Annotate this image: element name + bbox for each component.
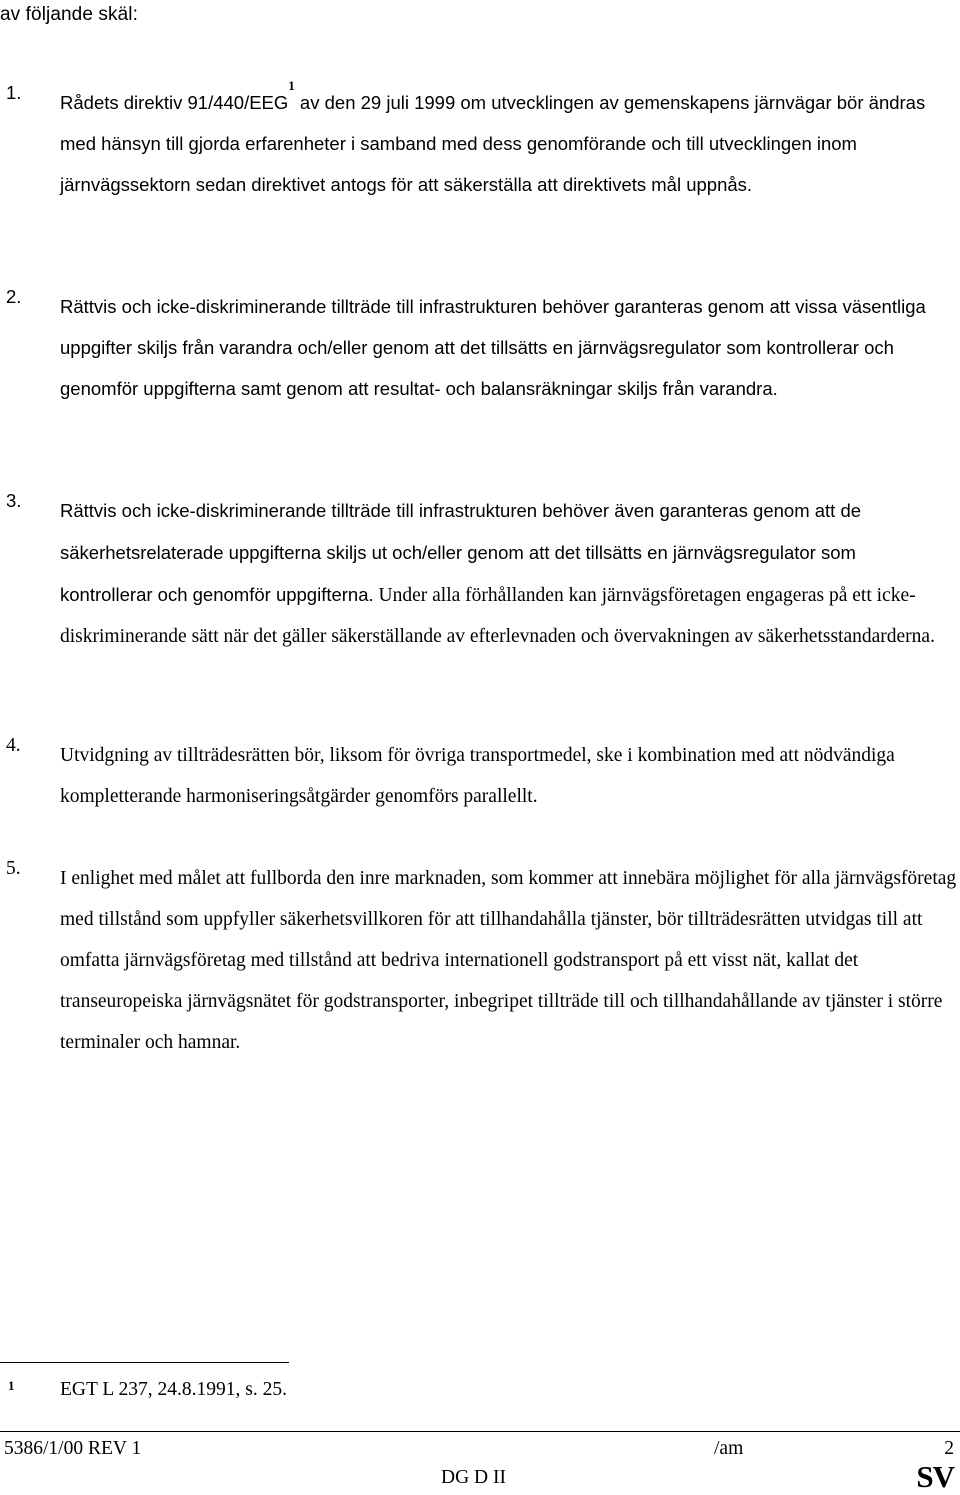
paragraph-text-rest: Under alla förhållanden kan järnvägsföretagen engageras på ett icke-diskriminerande sätt när det gäller säkerställande av efterlevnaden och övervakningen av säkerhetsstandarderna. bbox=[60, 585, 935, 647]
paragraph-text: I enlighet med målet att fullborda den inre marknaden, som kommer att innebära möjlighet för alla järnvägsföretag med tillstånd som uppfyller säkerhetsvillkoren för att tillhandahålla tjänster, bör tillträdesrätten utvidgas till att omfatta järnvägsföretag med tillstånd att bedriva internationell godstransport på ett visst nät, kallat det transeuropeiska järnvägsnätet för godstransporter, inbegripet tillträde till och tillhandahållande av tjänster i större terminaler och hamnar. bbox=[60, 868, 957, 1053]
paragraph-number: 3. bbox=[6, 490, 22, 511]
paragraph-text-start: Rådets direktiv 91/440/EEG bbox=[60, 92, 289, 113]
document-reference: 5386/1/00 REV 1 bbox=[4, 1438, 142, 1459]
paragraph-text-start: Rättvis och icke-diskriminerande tillträde till infrastrukturen behöver även garanteras genom att de säkerhetsrelaterade uppgifterna skiljs ut och/eller genom att det tillsätts en järnvägsregulator som kontrollerar och genomför uppgifterna. bbox=[60, 500, 862, 605]
footer-separator bbox=[0, 1431, 960, 1432]
language-code: SV bbox=[916, 1459, 954, 1494]
paragraph-number: 5. bbox=[6, 858, 21, 879]
footnote-reference: 1 bbox=[288, 78, 295, 93]
paragraph-number: 1. bbox=[6, 82, 22, 103]
paragraph-number: 2. bbox=[6, 286, 22, 307]
paragraph-text: Rättvis och icke-diskriminerande tillträde till infrastrukturen behöver garanteras genom att vissa väsentliga uppgifter skiljs från varandra och/eller genom att det tillsätts en järnvägsregulator som kontrollerar och genomför uppgifterna samt genom att resultat- och balansräkningar skiljs från varandra. bbox=[60, 296, 926, 399]
paragraph-text bbox=[60, 78, 945, 205]
footnote-separator bbox=[0, 1362, 289, 1363]
paragraph-text bbox=[60, 490, 945, 657]
paragraph-number: 4. bbox=[6, 735, 21, 756]
intro-line: av följande skäl: bbox=[0, 4, 138, 25]
footnote-marker: 1 bbox=[8, 1378, 15, 1393]
paragraph-text: Utvidgning av tillträdesrätten bör, liksom för övriga transportmedel, ske i kombination med att nödvändiga kompletterande harmoniseringsåtgärder genomförs parallellt. bbox=[60, 745, 895, 807]
footnote-text: EGT L 237, 24.8.1991, s. 25. bbox=[60, 1379, 287, 1400]
page-number: 2 bbox=[944, 1438, 954, 1459]
directorate-code: DG D II bbox=[441, 1467, 506, 1488]
paragraph-text-rest: av den 29 juli 1999 om utvecklingen av gemenskapens järnvägar bör ändras med hänsyn till gjorda erfarenheter i samband med dess genomförande och till utvecklingen inom järnvägssektorn sedan direktivet antogs för att säkerställa att direktivets mål uppnås. bbox=[60, 92, 926, 195]
author-initials: /am bbox=[714, 1438, 744, 1459]
